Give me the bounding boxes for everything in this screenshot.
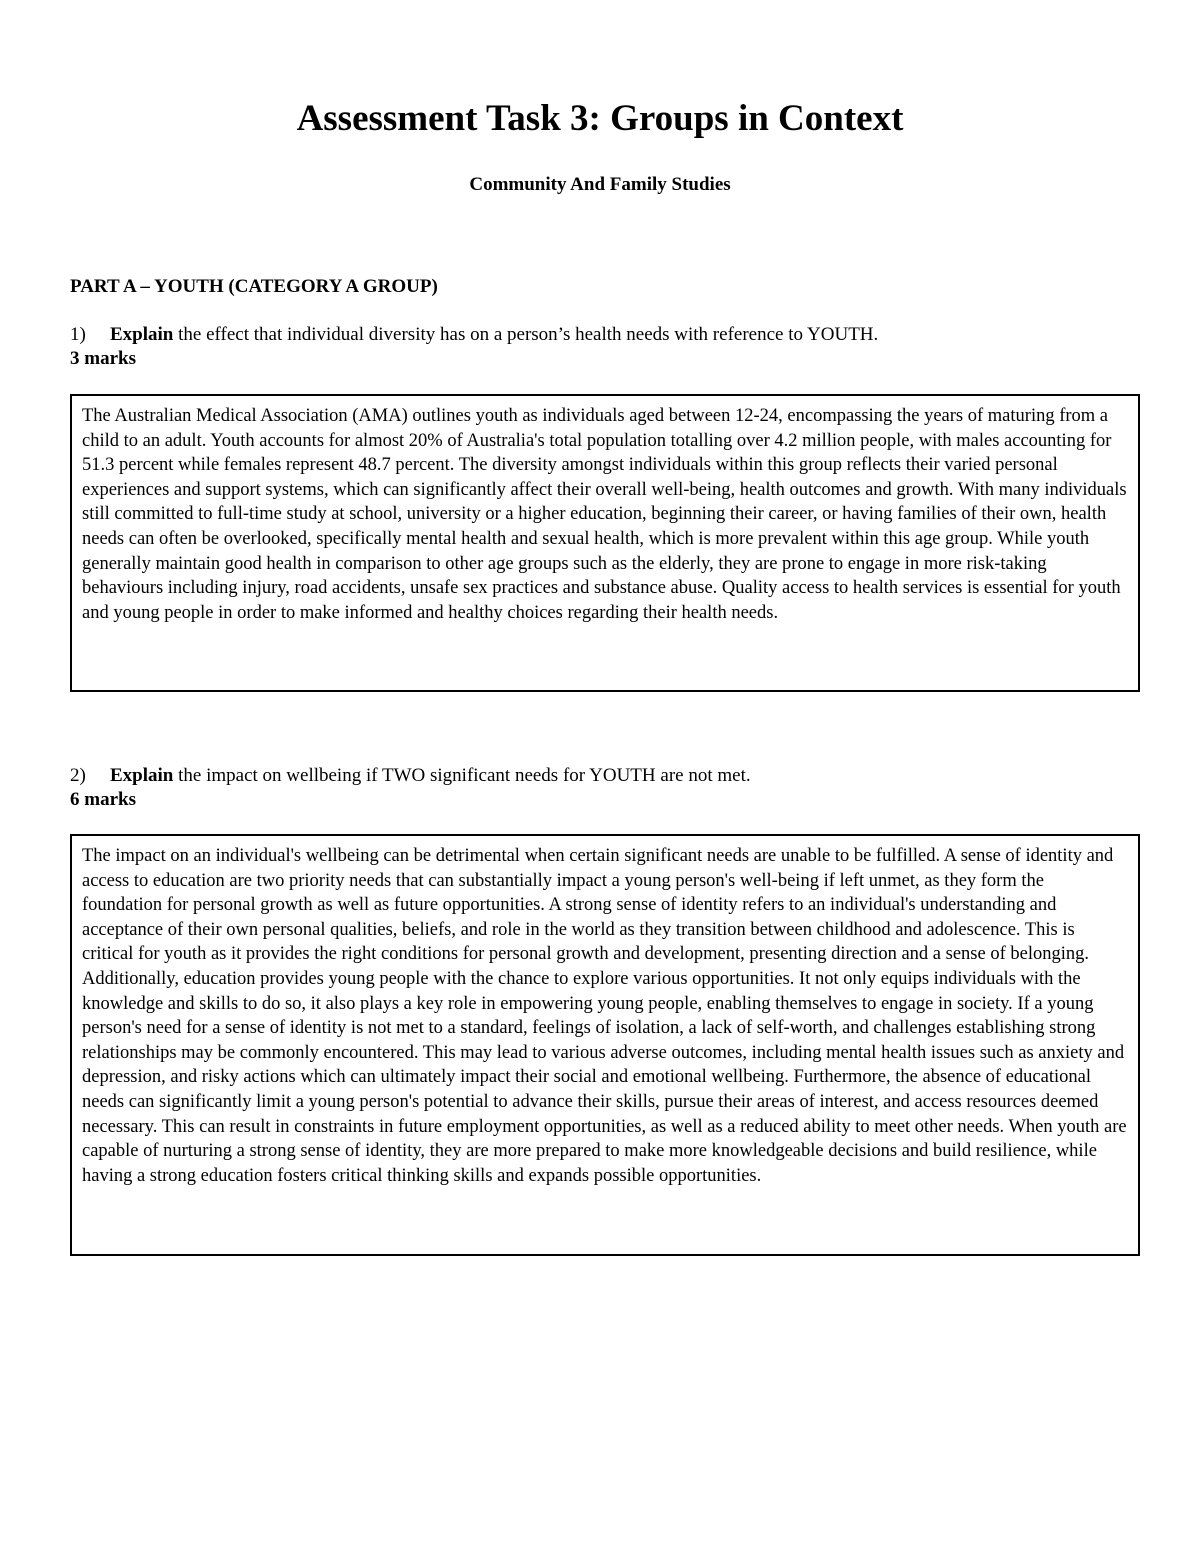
question-verb: Explain [110,324,174,345]
question-prompt: the effect that individual diversity has on a person’s health needs with reference to YOUTH. [173,324,879,345]
question-number: 2) [70,765,86,786]
answer-box-1: The Australian Medical Association (AMA) outlines youth as individuals aged between 12-24, encompassing the years of maturing from a child to an adult. Youth accounts for almost 20% of Australia's total population totalling over 4.2 million people, with males accounting for 51.3 percent while females represent 48.7 percent. The diversity amongst individuals within this group reflects their varied personal experiences and support systems, which can significantly affect their overall well-being, health outcomes and growth. With many individuals still committed to full-time study at school, university or a higher education, beginning their career, or having families of their own, health needs can often be overlooked, specifically mental health and sexual health, which is more prevalent within this age group. While youth generally maintain good health in comparison to other age groups such as the elderly, they are prone to engage in more risk-taking behaviours including injury, road accidents, unsafe sex practices and substance abuse. Quality access to health services is essential for youth and young people in order to make informed and healthy choices regarding their health needs. [70,394,1140,692]
question-number: 1) [70,324,86,345]
answer-box-2: The impact on an individual's wellbeing can be detrimental when certain significant needs are unable to be fulfilled. A sense of identity and access to education are two priority needs that can substantially impact a young person's well-being if left unmet, as they form the foundation for personal growth as well as future opportunities. A strong sense of identity refers to an individual's understanding and acceptance of their own personal qualities, beliefs, and role in the world as they transition between childhood and adolescence. This is critical for youth as it provides the right conditions for personal growth and development, presenting direction and a sense of belonging. Additionally, education provides young people with the chance to explore various opportunities. It not only equips individuals with the knowledge and skills to do so, it also plays a key role in empowering young people, enabling themselves to engage in society. If a young person's need for a sense of identity is not met to a standard, feelings of isolation, a lack of self-worth, and challenges establishing strong relationships may be commonly encountered. This may lead to various adverse outcomes, including mental health issues such as anxiety and depression, and risky actions which can ultimately impact their social and emotional wellbeing. Furthermore, the absence of educational needs can significantly limit a young person's potential to advance their skills, pursue their areas of interest, and access resources deemed necessary. This can result in constraints in future employment opportunities, as well as a reduced ability to meet other needs. When youth are capable of nurturing a strong sense of identity, they are more prepared to make more knowledgeable decisions and build resilience, while having a strong education fosters critical thinking skills and expands possible opportunities. [70,834,1140,1256]
question-marks: 3 marks [70,348,136,369]
question-1 [70,323,1130,371]
question-prompt: the impact on wellbeing if TWO significant needs for YOUTH are not met. [173,765,751,786]
question-2 [70,764,1130,812]
page-title: Assessment Task 3: Groups in Context [296,98,904,139]
page-subtitle: Community And Family Studies [469,174,731,195]
part-heading: PART A – YOUTH (CATEGORY A GROUP) [70,276,438,297]
question-marks: 6 marks [70,789,136,810]
question-verb: Explain [110,765,174,786]
